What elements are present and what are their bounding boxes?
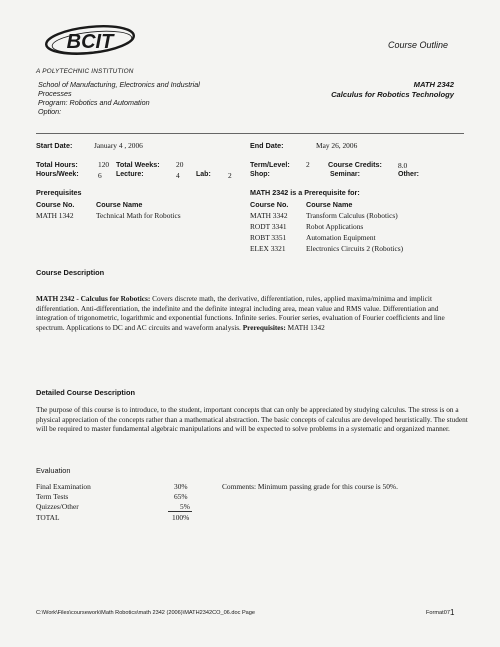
- term-level-label: Term/Level:: [250, 160, 290, 169]
- course-description-body: Covers discrete math, the derivative, differentiation, rules, applied maxima/minima and implicit differentiation. Anti-differentiation, the indefinite and the definite integral including area, mean value and RMS value. Differentiation and integration of trigonometric, logarithmic and exponential functions. Infinite series. Fourier series, evaluation of Fourier coefficients and line spectrum. Applications to DC and AC circuits and waveform analysis.: [36, 294, 445, 332]
- lab-label: Lab:: [196, 171, 211, 178]
- document-type-title: Course Outline: [388, 40, 449, 50]
- hours-week-value: 6: [98, 171, 102, 180]
- bcit-logo: [40, 22, 140, 62]
- evaluation-sum-rule: [168, 511, 192, 512]
- prereq-row-course-no: MATH 1342: [36, 211, 74, 220]
- end-date-label: End Date:: [250, 141, 284, 150]
- evaluation-heading: Evaluation: [36, 466, 71, 475]
- option-line: Option:: [38, 107, 62, 116]
- footer-page-number: 1: [450, 608, 455, 617]
- school-line-1: School of Manufacturing, Electronics and Industrial: [38, 80, 200, 89]
- prereq-row-course-name: Technical Math for Robotics: [96, 211, 181, 220]
- start-date-value: January 4 , 2006: [94, 141, 143, 150]
- course-credits-label: Course Credits:: [328, 160, 382, 169]
- prereq-for-row-course-no: MATH 3342: [250, 211, 288, 220]
- evaluation-row-value: 5%: [180, 502, 190, 511]
- footer-form-code: Format07: [426, 610, 450, 616]
- course-prereq-value: MATH 1342: [285, 322, 325, 332]
- footer-path-text: C:\Work\Files\coursework\Math Robotics\math 2342 (2006)\MATH2342CO_06.doc: [36, 610, 241, 616]
- evaluation-row-label: Final Examination: [36, 482, 91, 491]
- course-code: MATH 2342: [413, 80, 454, 89]
- total-weeks-value: 20: [176, 160, 184, 169]
- program-line: Program: Robotics and Automation: [38, 98, 150, 107]
- lab-value: 2: [228, 171, 232, 180]
- prereq-for-row-course-no: ELEX 3321: [250, 244, 286, 253]
- footer-file-path: [36, 610, 255, 616]
- school-line-2: Processes: [38, 89, 72, 98]
- course-title: Calculus for Robotics Technology: [331, 90, 454, 99]
- prereq-for-heading: MATH 2342 is a Prerequisite for:: [250, 188, 360, 197]
- evaluation-total-value: 100%: [172, 513, 190, 522]
- institution-tagline: A POLYTECHNIC INSTITUTION: [36, 68, 134, 75]
- prereq-col-course-no: Course No.: [36, 200, 75, 209]
- prereq-for-row-course-no: RODT 3341: [250, 222, 287, 231]
- hours-week-label: Hours/Week:: [36, 171, 79, 178]
- logo-text: BCIT: [66, 31, 114, 53]
- lecture-value: 4: [176, 171, 180, 180]
- course-prereq-label: Prerequisites:: [242, 322, 286, 332]
- course-description-lead: MATH 2342 - Calculus for Robotics:: [36, 294, 151, 303]
- start-date-label: Start Date:: [36, 141, 73, 150]
- prereq-for-row-course-name: Robot Applications: [306, 222, 364, 231]
- course-description-text: [36, 294, 468, 332]
- lecture-label: Lecture:: [116, 171, 144, 178]
- total-hours-value: 120: [98, 160, 110, 169]
- evaluation-comments: Comments: Minimum passing grade for this course is 50%.: [222, 482, 398, 491]
- course-credits-value: 8.0: [398, 161, 408, 170]
- term-level-value: 2: [306, 160, 310, 169]
- prerequisites-heading: Prerequisites: [36, 188, 82, 197]
- course-id-block: [331, 80, 454, 100]
- prereq-for-col-course-name: Course Name: [306, 200, 353, 209]
- prereq-for-col-course-no: Course No.: [250, 200, 289, 209]
- prereq-col-course-name: Course Name: [96, 200, 143, 209]
- evaluation-row-label: Term Tests: [36, 492, 69, 501]
- evaluation-row-value: 65%: [174, 492, 188, 501]
- prereq-for-row-course-no: ROBT 3351: [250, 233, 287, 242]
- prereq-for-row-course-name: Automation Equipment: [306, 233, 376, 242]
- prereq-for-row-course-name: Electronics Circuits 2 (Robotics): [306, 244, 404, 253]
- header-divider: [36, 133, 464, 134]
- evaluation-row-label: Quizzes/Other: [36, 502, 79, 511]
- shop-label: Shop:: [250, 171, 270, 178]
- end-date-value: May 26, 2006: [316, 141, 358, 150]
- school-block: [38, 80, 200, 116]
- evaluation-total-label: TOTAL: [36, 513, 60, 522]
- prereq-for-row-course-name: Transform Calculus (Robotics): [306, 211, 398, 220]
- course-description-heading: Course Description: [36, 268, 105, 277]
- footer-path-suffix: Page: [241, 610, 256, 616]
- total-hours-label: Total Hours:: [36, 160, 78, 169]
- total-weeks-label: Total Weeks:: [116, 160, 160, 169]
- other-label: Other:: [398, 171, 419, 178]
- evaluation-row-value: 30%: [174, 482, 188, 491]
- detailed-description-heading: Detailed Course Description: [36, 388, 135, 397]
- seminar-label: Seminar:: [330, 171, 360, 178]
- detailed-description-text: The purpose of this course is to introduce, to the student, important concepts that can only be appreciated by studying calculus. The stress is on a physical appreciation of the concepts rather than a mathematical abstraction. The basic concepts of calculus are developed heuristically. The student will be required to master fundamental algebraic manipulations and will be expected to solve problems in a systematic and organized manner.: [36, 405, 468, 434]
